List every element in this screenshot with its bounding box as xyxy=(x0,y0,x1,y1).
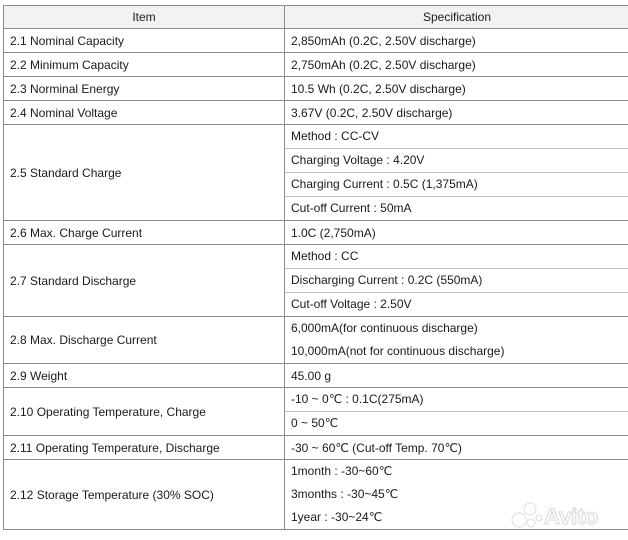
spec-line: Method : CC-CV xyxy=(291,129,380,143)
spec-line: 1year : -30~24℃ xyxy=(291,510,383,524)
spec-line: Cut-off Voltage : 2.50V xyxy=(285,292,628,316)
header-specification: Specification xyxy=(285,6,628,29)
spec-line: Discharging Current : 0.2C (550mA) xyxy=(285,268,628,292)
item-cell: 2.5 Standard Charge xyxy=(4,125,285,221)
table-row xyxy=(4,317,628,364)
table-row xyxy=(4,125,628,221)
spec-line: Cut-off Current : 50mA xyxy=(285,196,628,220)
item-cell: 2.4 Nominal Voltage xyxy=(4,101,285,125)
item-cell: 2.12 Storage Temperature (30% SOC) xyxy=(4,460,285,530)
item-cell: 2.8 Max. Discharge Current xyxy=(4,317,285,364)
item-cell: 2.3 Norminal Energy xyxy=(4,77,285,101)
item-cell: 2.9 Weight xyxy=(4,364,285,388)
spec-cell xyxy=(285,125,628,221)
avito-watermark xyxy=(510,498,620,532)
item-cell: 2.7 Standard Discharge xyxy=(4,245,285,317)
spec-cell: 2,750mAh (0.2C, 2.50V discharge) xyxy=(285,53,628,77)
table-row xyxy=(4,53,628,77)
spec-cell: 10.5 Wh (0.2C, 2.50V discharge) xyxy=(285,77,628,101)
spec-cell: -30 ~ 60℃ (Cut-off Temp. 70℃) xyxy=(285,436,628,460)
table-row xyxy=(4,436,628,460)
specification-table xyxy=(3,5,628,530)
spec-cell: 1.0C (2,750mA) xyxy=(285,221,628,245)
watermark-text: Avito xyxy=(544,504,599,529)
table-row xyxy=(4,29,628,53)
table-row xyxy=(4,101,628,125)
table-header-row xyxy=(4,6,628,29)
spec-line: 3months : -30~45℃ xyxy=(291,487,399,501)
spec-cell xyxy=(285,388,628,436)
table-row xyxy=(4,364,628,388)
spec-line: 10,000mA(not for continuous discharge) xyxy=(291,344,505,358)
spec-line: -10 ~ 0℃ : 0.1C(275mA) xyxy=(291,392,424,406)
spec-cell xyxy=(285,245,628,317)
spec-cell: 2,850mAh (0.2C, 2.50V discharge) xyxy=(285,29,628,53)
spec-line: Method : CC xyxy=(291,249,359,263)
item-cell: 2.10 Operating Temperature, Charge xyxy=(4,388,285,436)
avito-logo-icon xyxy=(510,498,620,532)
table-row xyxy=(4,388,628,436)
spec-line: 6,000mA(for continuous discharge) xyxy=(291,321,478,335)
spec-line: 0 ~ 50℃ xyxy=(285,411,628,435)
item-cell: 2.6 Max. Charge Current xyxy=(4,221,285,245)
spec-cell: 3.67V (0.2C, 2.50V discharge) xyxy=(285,101,628,125)
spec-line: Charging Voltage : 4.20V xyxy=(285,148,628,172)
table-row xyxy=(4,245,628,317)
spec-cell: 45.00 g xyxy=(285,364,628,388)
table-row xyxy=(4,221,628,245)
item-cell: 2.2 Minimum Capacity xyxy=(4,53,285,77)
spec-cell xyxy=(285,317,628,364)
item-cell: 2.1 Nominal Capacity xyxy=(4,29,285,53)
spec-line: Charging Current : 0.5C (1,375mA) xyxy=(285,172,628,196)
table-row xyxy=(4,77,628,101)
item-cell: 2.11 Operating Temperature, Discharge xyxy=(4,436,285,460)
spec-line: 1month : -30~60℃ xyxy=(291,464,393,478)
header-item: Item xyxy=(4,6,285,29)
